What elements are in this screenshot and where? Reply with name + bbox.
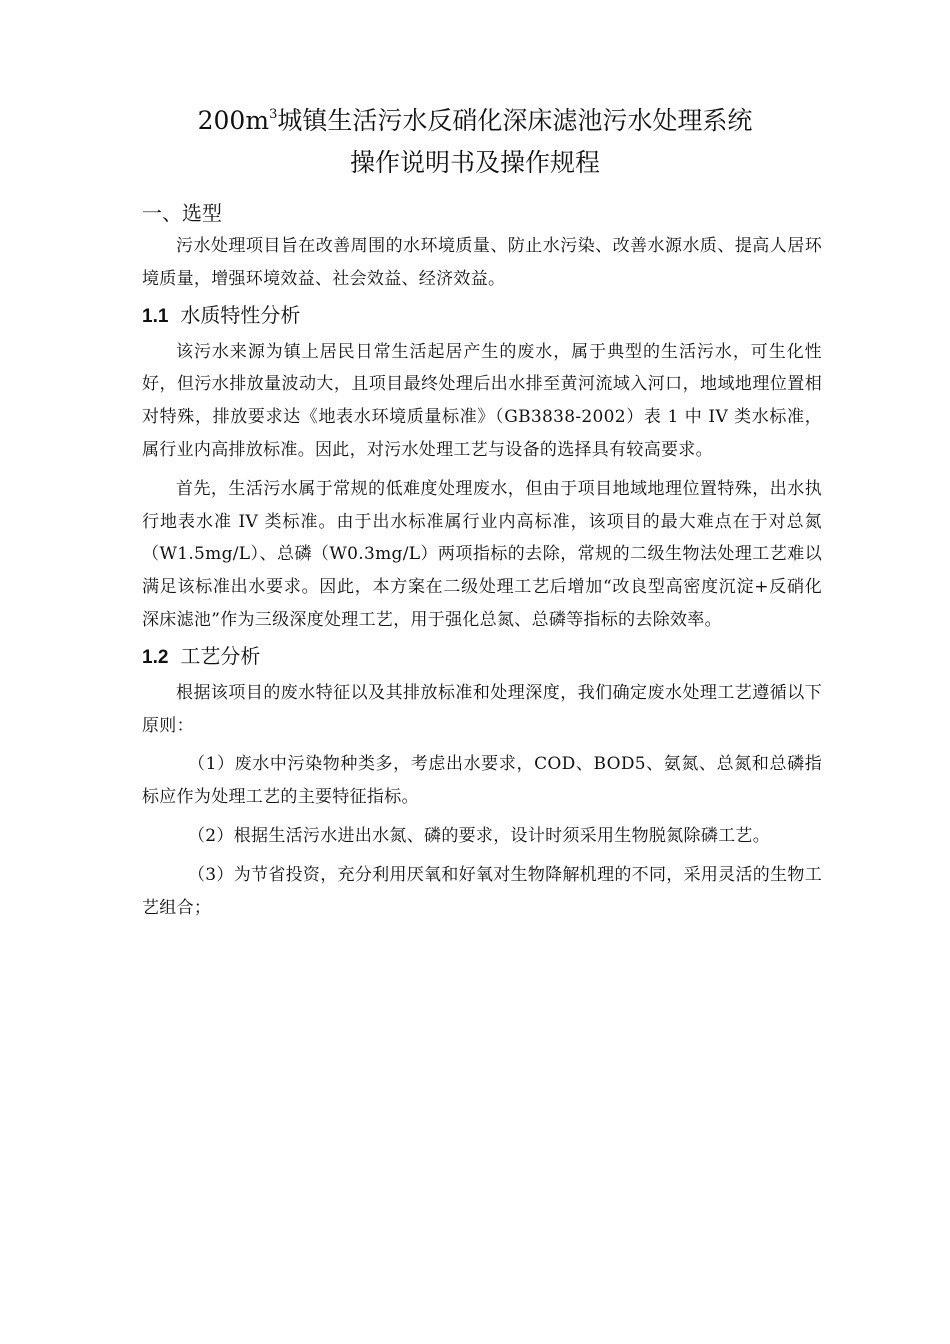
paragraph-process-intro: 根据该项目的废水特征以及其排放标准和处理深度，我们确定废水处理工艺遵循以下原则： xyxy=(142,682,822,736)
list-item-principle-3: （3）为节省投资，充分利用厌氧和好氧对生物降解机理的不同，采用灵活的生物工艺组合； xyxy=(142,864,822,918)
paragraph-water-quality-2: 首先，生活污水属于常规的低难度处理废水，但由于项目地域地理位置特殊，出水执行地表水准 IV 类标准。由于出水标准属行业内高标准，该项目的最大难点在于对总氮（W1.5mg/L）、总磷（W0.3mg/L）两项指标的去除，常规的二级生物法处理工艺难以满足该标准出水要求。因此，本方案在二级处理工艺后增加“改良型高密度沉淀+反硝化深床滤池”作为三级深度处理工艺，用于强化总氮、总磷等指标的去除效率。 xyxy=(142,478,822,630)
subsection-heading-1-2 xyxy=(142,637,822,677)
subsection-heading-1-1 xyxy=(142,296,822,336)
document-body xyxy=(142,196,822,924)
title-superscript: 3 xyxy=(269,107,278,122)
list-item-principle-2: （2）根据生活污水进出水氮、磷的要求，设计时须采用生物脱氮除磷工艺。 xyxy=(188,825,771,846)
list-item-principle-1: （1）废水中污染物种类多，考虑出水要求，COD、BOD5、氨氮、总氮和总磷指标应作为处理工艺的主要特征指标。 xyxy=(142,754,822,808)
document-title xyxy=(0,100,950,184)
section-heading-selection: 一、选型 xyxy=(142,201,222,225)
title-main: 城镇生活污水反硝化深床滤池污水处理系统 xyxy=(277,106,753,135)
subsection-title: 工艺分析 xyxy=(180,643,261,668)
title-capacity: 200m xyxy=(197,106,270,135)
subsection-title: 水质特性分析 xyxy=(180,302,301,327)
paragraph-water-quality-1: 该污水来源为镇上居民日常生活起居产生的废水，属于典型的生活污水，可生化性好，但污水排放量波动大，且项目最终处理后出水排至黄河流域入河口，地域地理位置相对特殊，排放要求达《地表水环境质量标准》（GB3838-2002）表 1 中 IV 类水标准，属行业内高排放标准。因此，对污水处理工艺与设备的选择具有较高要求。 xyxy=(142,341,822,460)
title-line-2: 操作说明书及操作规程 xyxy=(349,148,600,177)
paragraph-intro: 污水处理项目旨在改善周围的水环境质量、防止水污染、改善水源水质、提高人居环境质量，增强环境效益、社会效益、经济效益。 xyxy=(142,236,822,289)
subsection-number: 1.2 xyxy=(142,646,169,668)
subsection-number: 1.1 xyxy=(142,305,169,327)
title-line-1 xyxy=(0,100,950,142)
